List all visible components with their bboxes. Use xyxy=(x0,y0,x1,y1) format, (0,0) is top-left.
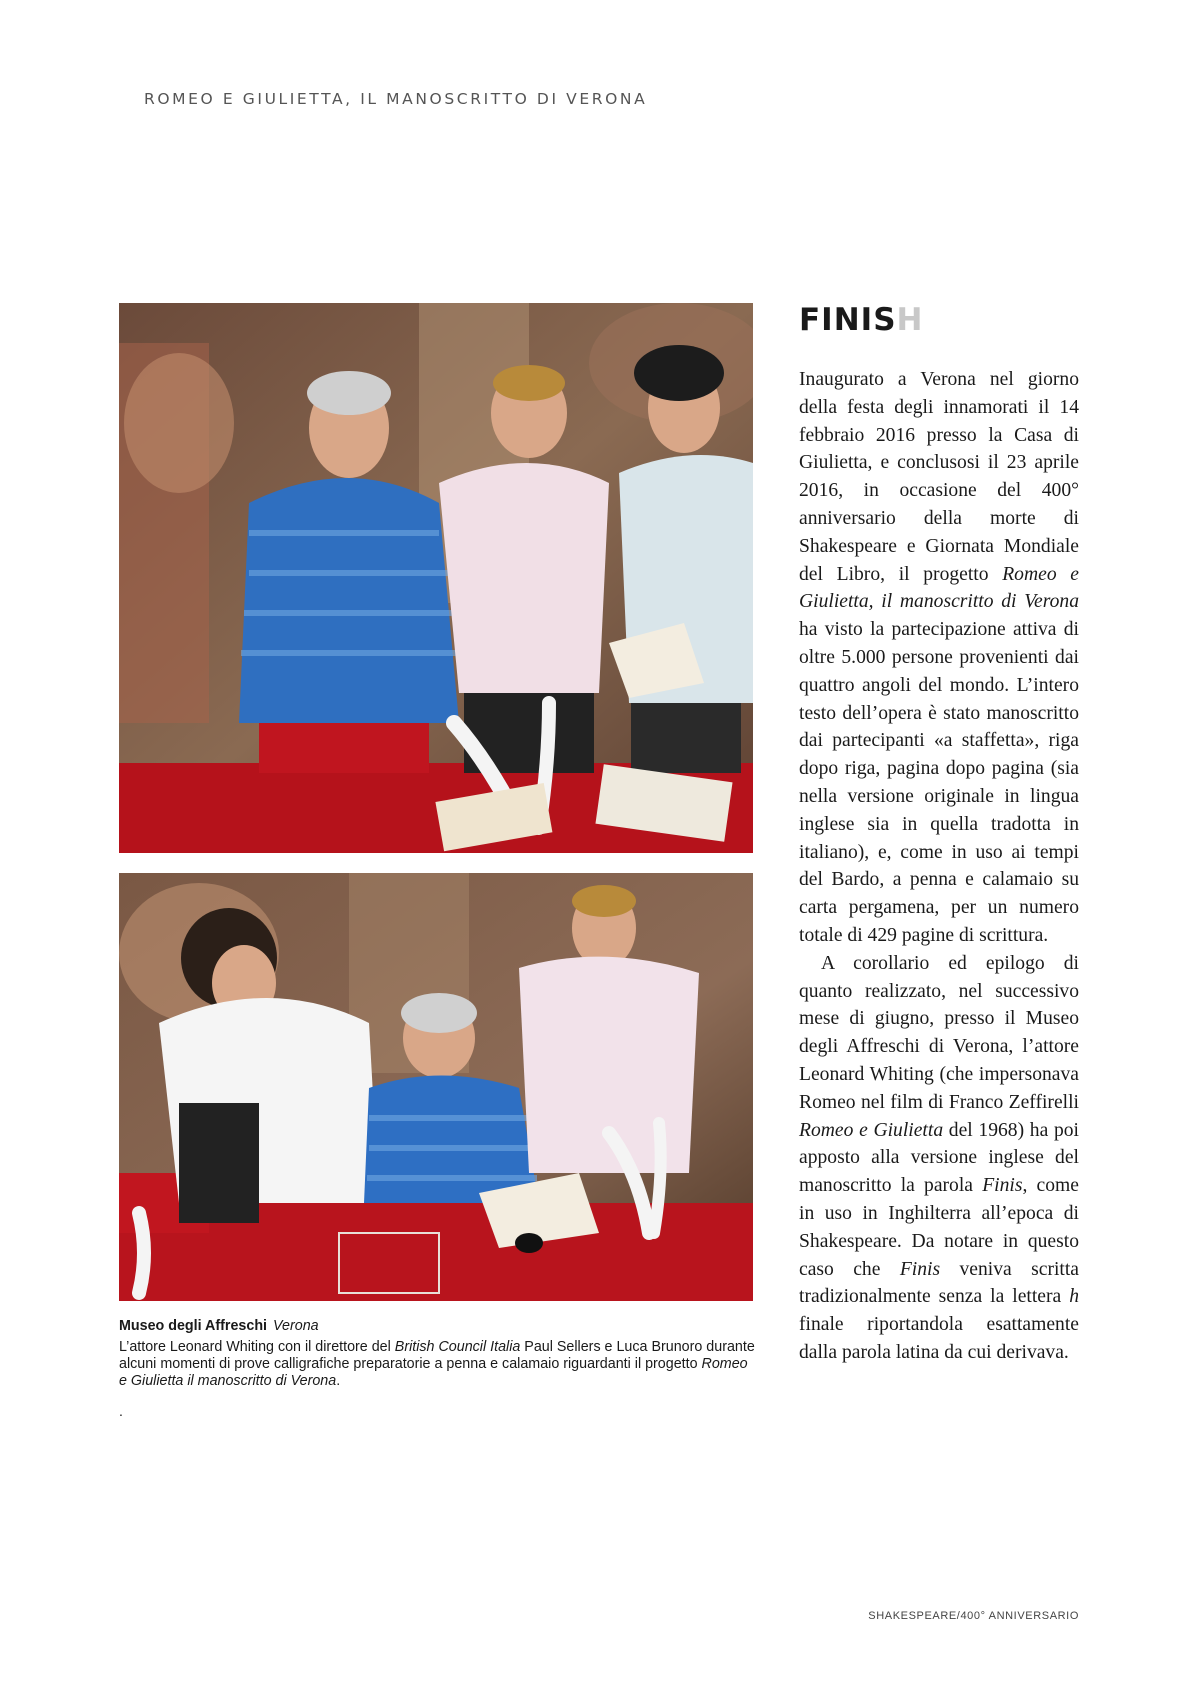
text-segment: Inaugurato a Verona nel giorno della festa degli innamorati il 14 febbraio 2016 presso la Casa di Giulietta, e conclusosi il 23 aprile 2016, in occasione del 400° anniversario della morte di Shakespeare e Giornata Mondiale del Libro, il progetto xyxy=(799,369,1079,585)
caption-segment: Paul Sellers e Luca Brunoro durante alcuni momenti di prove calligrafiche preparatorie a penna e calamaio riguardanti il progetto xyxy=(119,1339,755,1372)
title-main: FINIS xyxy=(799,302,897,338)
page-footer: SHAKESPEARE/400° ANNIVERSARIO xyxy=(868,1610,1079,1622)
text-segment: , come in uso in Inghilterra all’epoca di Shakespeare. Da notare in questo caso che xyxy=(799,1175,1079,1280)
caption-segment: . xyxy=(336,1373,341,1389)
paragraph-2 xyxy=(799,950,1079,1367)
photo-signing-manuscript xyxy=(119,873,753,1301)
caption-text xyxy=(119,1339,759,1390)
photo-three-men-standing xyxy=(119,303,753,853)
caption-segment-italic: British Council Italia xyxy=(394,1339,521,1355)
caption-city: Verona xyxy=(273,1318,319,1334)
running-header: ROMEO E GIULIETTA, IL MANOSCRITTO DI VERONA xyxy=(144,90,648,108)
text-segment-italic: Romeo e Giulietta xyxy=(799,1119,944,1141)
text-segment-italic: Romeo e Giulietta, il manoscritto di Verona xyxy=(799,563,1079,613)
photo-illustration xyxy=(119,873,753,1301)
text-segment-italic: Finis xyxy=(982,1175,1023,1197)
article-body xyxy=(799,366,1079,1367)
photo-caption xyxy=(119,1318,759,1390)
text-segment: veniva scritta tradizionalmente senza la lettera xyxy=(799,1258,1079,1308)
caption-place: Museo degli Affreschi xyxy=(119,1318,268,1334)
text-segment-italic: Finis xyxy=(899,1258,941,1280)
caption-segment: L’attore Leonard Whiting con il direttore del xyxy=(119,1339,395,1355)
text-segment: finale riportandola esattamente dalla parola latina da cui derivava. xyxy=(799,1314,1079,1363)
text-segment: del 1968) ha poi apposto alla versione inglese del manoscritto la parola xyxy=(799,1119,1080,1197)
trailing-mark: . xyxy=(119,1403,123,1419)
paragraph-1 xyxy=(799,366,1079,950)
caption-segment-italic: Romeo e Giulietta il manoscritto di Verona xyxy=(119,1356,748,1389)
text-segment: A corollario ed epilogo di quanto realizzato, nel successivo mese di giugno, presso il Museo degli Affreschi di Verona, l’attore Leonard Whiting (che impersonava Romeo nel film di Franco Zeffirelli xyxy=(799,952,1079,1113)
article-title xyxy=(799,302,923,338)
text-segment: ha visto la partecipazione attiva di oltre 5.000 persone provenienti dai quattro angoli del mondo. L’intero testo dell’opera è stato manoscritto dai partecipanti «a staffetta», riga dopo riga, pagina dopo pagina (sia nella versione originale in lingua inglese sia in quella tradotta in italiano), e, come in uso ai tempi del Bardo, a penna e calamaio su carta pergamena, per un numero totale di 429 pagine di scrittura. xyxy=(799,619,1079,946)
photo-illustration xyxy=(119,303,753,853)
title-ghost-letter: H xyxy=(896,302,924,338)
text-segment-italic: h xyxy=(1069,1286,1079,1308)
